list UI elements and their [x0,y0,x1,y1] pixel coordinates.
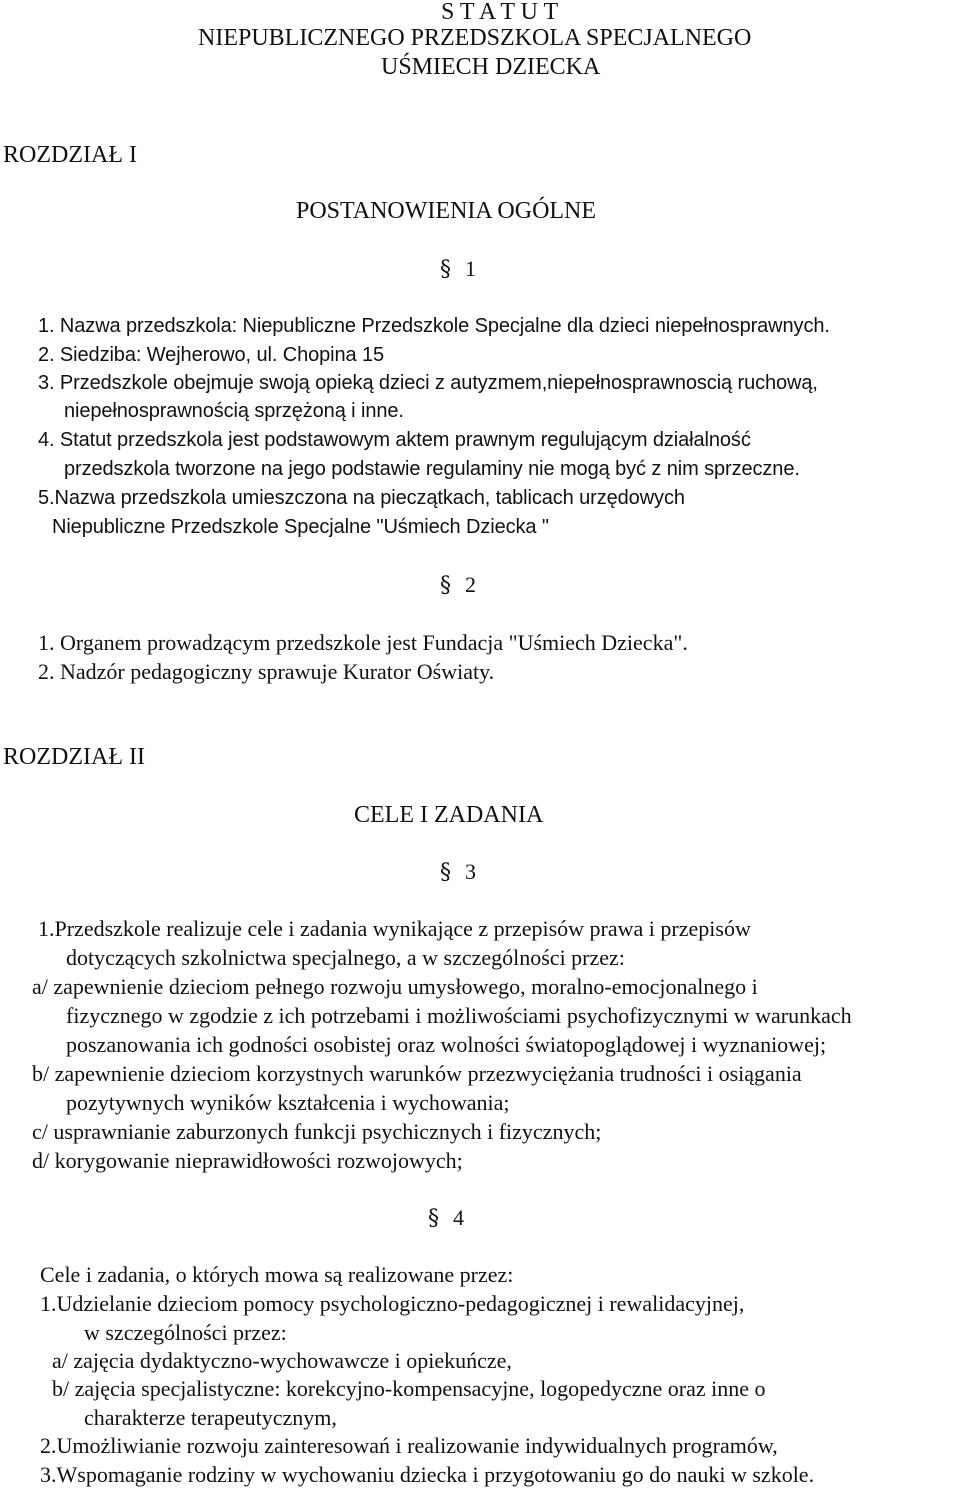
chapter-subheading: CELE I ZADANIA [354,802,544,828]
section-heading [440,258,476,281]
paragraph-line: fizycznego w zgodzie z ich potrzebami i możliwościami psychofizycznymi w warunkach [66,1003,852,1028]
paragraph-line: 5.Nazwa przedszkola umieszczona na pieczątkach, tablicach urzędowych [38,487,685,509]
document-title-line2: NIEPUBLICZNEGO PRZEDSZKOLA SPECJALNEGO [198,25,752,51]
paragraph-line: niepełnosprawnością sprzężoną i inne. [64,400,404,422]
section-number: 3 [465,859,476,884]
section-symbol: § [440,860,451,885]
section-heading [428,1207,464,1230]
paragraph-line: 2. Nadzór pedagogiczny sprawuje Kurator Oświaty. [38,659,495,684]
section-symbol: § [440,257,451,282]
paragraph-line: 3. Przedszkole obejmuje swoją opieką dzieci z autyzmem,niepełnosprawnoscią ruchową, [38,372,818,394]
paragraph-line: b/ zapewnienie dzieciom korzystnych warunków przezwyciężania trudności i osiągania [32,1061,802,1086]
paragraph-line: b/ zajęcia specjalistyczne: korekcyjno-kompensacyjne, logopedyczne oraz inne o [52,1376,766,1401]
chapter-heading: ROZDZIAŁ I [3,142,137,168]
paragraph-line: charakterze terapeutycznym, [84,1405,337,1430]
section-symbol: § [428,1206,439,1231]
paragraph-line: przedszkola tworzone na jego podstawie regulaminy nie mogą być z nim sprzeczne. [64,458,800,480]
paragraph-line: a/ zapewnienie dzieciom pełnego rozwoju umysłowego, moralno-emocjonalnego i [32,974,758,999]
paragraph-line: poszanowania ich godności osobistej oraz wolności światopoglądowej i wyznaniowej; [66,1032,827,1057]
paragraph-line: 4. Statut przedszkola jest podstawowym aktem prawnym regulującym działalność [38,429,751,451]
section-number: 4 [453,1205,464,1230]
section-symbol: § [440,573,451,598]
paragraph-line: 3.Wspomaganie rodziny w wychowaniu dziecka i przygotowaniu go do nauki w szkole. [40,1462,815,1487]
paragraph-line: 1. Organem prowadzącym przedszkole jest Fundacja "Uśmiech Dziecka". [38,630,688,655]
chapter-heading: ROZDZIAŁ II [3,744,145,770]
paragraph-line: dotyczących szkolnictwa specjalnego, a w szczególności przez: [66,945,625,970]
paragraph-line: a/ zajęcia dydaktyczno-wychowawcze i opiekuńcze, [52,1348,512,1373]
paragraph-line: 1. Nazwa przedszkola: Niepubliczne Przedszkole Specjalne dla dzieci niepełnosprawnych. [38,315,830,337]
paragraph-line: d/ korygowanie nieprawidłowości rozwojowych; [32,1148,463,1173]
paragraph-line: c/ usprawnianie zaburzonych funkcji psychicznych i fizycznych; [32,1119,602,1144]
section-number: 1 [465,256,476,281]
section-heading [440,574,476,597]
paragraph-line: 1.Przedszkole realizuje cele i zadania wynikające z przepisów prawa i przepisów [38,916,751,941]
paragraph-line: 2.Umożliwianie rozwoju zainteresowań i realizowanie indywidualnych programów, [40,1433,778,1458]
paragraph-line: pozytywnych wyników kształcenia i wychowania; [66,1090,510,1115]
paragraph-line: 2. Siedziba: Wejherowo, ul. Chopina 15 [38,344,385,366]
section-heading [440,861,476,884]
paragraph-line: Cele i zadania, o których mowa są realizowane przez: [40,1262,514,1287]
paragraph-line: Niepubliczne Przedszkole Specjalne "Uśmiech Dziecka " [52,516,549,538]
chapter-subheading: POSTANOWIENIA OGÓLNE [296,198,597,224]
document-title: S T A T U T [441,0,559,25]
section-number: 2 [465,572,476,597]
paragraph-line: w szczególności przez: [84,1320,287,1345]
paragraph-line: 1.Udzielanie dzieciom pomocy psychologiczno-pedagogicznej i rewalidacyjnej, [40,1291,745,1316]
document-title-line3: UŚMIECH DZIECKA [381,54,601,80]
